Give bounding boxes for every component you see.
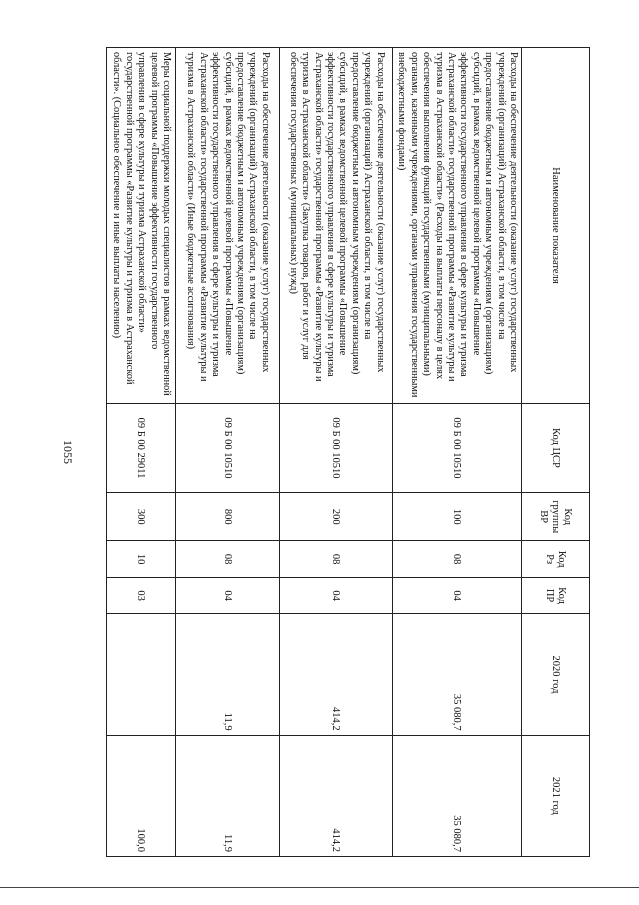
row-rz: 08 — [175, 541, 279, 577]
row-csr: 09 Б 00 10510 — [279, 403, 392, 492]
row-vr: 300 — [106, 492, 175, 541]
row-name: Меры социальной поддержки молодых специалистов в рамках ведомственной целевой программы «Повышение эффективности государственного управления в сфере культуры и туризма Астраханской области» государственной программы «Развитие культуры и туризма в Астраханской области». (Социальное обеспечение и иные выплаты населению) — [106, 48, 175, 404]
row-name: Расходы на обеспечение деятельности (оказание услуг) государственных учреждений (организаций) Астраханской области, в том числе на предоставление бюджетным и автономным учреждениям (организациям) субсидий, в рамках ведомственной целевой программы «Повышение эффективности государственного управления в сфере культуры и туризма Астраханской области» государственной программы «Развитие культуры и туризма в Астраханской области» (Расходы на выплаты персоналу в целях обеспечения выполнения функций государственными (муниципальными) органами, казенными учреждениями, органами управления государственными внебюджетными фондами) — [392, 48, 521, 404]
rotated-table-wrapper — [112, 47, 590, 857]
row-rz: 08 — [279, 541, 392, 577]
row-pr: 04 — [175, 577, 279, 613]
header-vr: Код группы ВР — [522, 492, 590, 541]
row-2020: 35 080,7 — [392, 614, 521, 735]
table-row — [175, 48, 279, 857]
header-2020: 2020 год — [522, 614, 590, 735]
budget-table — [106, 47, 590, 857]
header-name: Наименование показателя — [522, 48, 590, 404]
row-pr: 03 — [106, 577, 175, 613]
row-2021: 35 080,7 — [392, 735, 521, 856]
row-rz: 08 — [392, 541, 521, 577]
row-name: Расходы на обеспечение деятельности (оказание услуг) государственных учреждений (организаций) Астраханской области, в том числе на предоставление бюджетным и автономным учреждениям (организациям) субсидий, в рамках ведомственной целевой программы «Повышение эффективности государственного управления в сфере культуры и туризма Астраханской области» государственной программы «Развитие культуры и туризма в Астраханской области» (Закупка товаров, работ и услуг для обеспечения государственных (муниципальных) нужд) — [279, 48, 392, 404]
row-2021: 11,9 — [175, 735, 279, 856]
table-row — [279, 48, 392, 857]
row-2020: 414,2 — [279, 614, 392, 735]
row-csr: 09 Б 00 29011 — [106, 403, 175, 492]
row-csr: 09 Б 00 10510 — [392, 403, 521, 492]
row-2020 — [106, 614, 175, 735]
row-name: Расходы на обеспечение деятельности (оказание услуг) государственных учреждений (организаций) Астраханской области, в том числе на предоставление бюджетным и автономным учреждениям (организациям) субсидий, в рамках ведомственной целевой программы «Повышение эффективности государственного управления в сфере культуры и туризма Астраханской области» государственной программы «Развитие культуры и туризма в Астраханской области» (Иные бюджетные ассигнования) — [175, 48, 279, 404]
row-vr: 100 — [392, 492, 521, 541]
row-2020: 11,9 — [175, 614, 279, 735]
row-2021: 414,2 — [279, 735, 392, 856]
page-number: 1055 — [61, 440, 75, 464]
table-header-row — [522, 48, 590, 857]
row-2021: 100,0 — [106, 735, 175, 856]
header-2021: 2021 год — [522, 735, 590, 856]
table-row — [392, 48, 521, 857]
bottom-rule — [0, 887, 639, 888]
header-rz: Код Рз — [522, 541, 590, 577]
row-rz: 10 — [106, 541, 175, 577]
row-vr: 200 — [279, 492, 392, 541]
row-pr: 04 — [279, 577, 392, 613]
row-pr: 04 — [392, 577, 521, 613]
row-csr: 09 Б 00 10510 — [175, 403, 279, 492]
header-csr: Код ЦСР — [522, 403, 590, 492]
table-row — [106, 48, 175, 857]
row-vr: 800 — [175, 492, 279, 541]
header-pr: Код ПР — [522, 577, 590, 613]
